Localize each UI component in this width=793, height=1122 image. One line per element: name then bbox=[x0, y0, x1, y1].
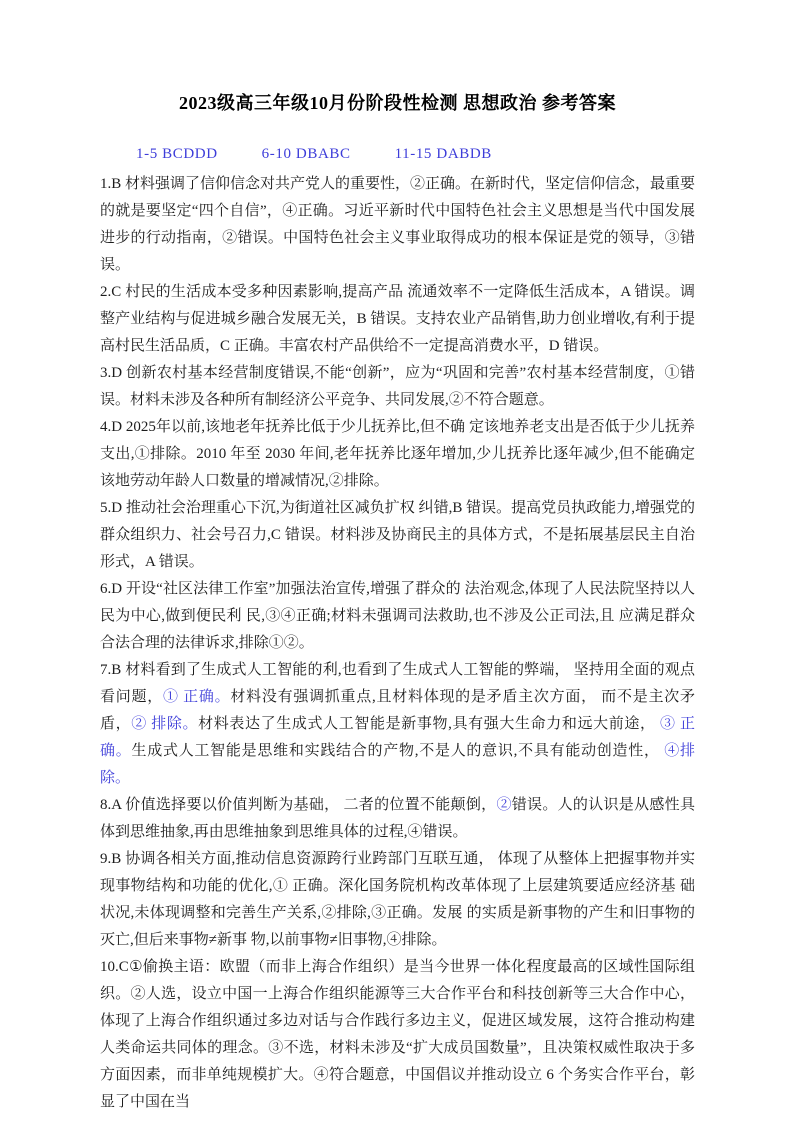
explanation-text: 5.D 推动社会治理重心下沉,为街道社区减负扩权 纠错,B 错误。提高党员执政能力,增强党的群众组织力、社会号召力,C 错误。材料涉及协商民主的具体方式，不是拓展基层民主自治形式，A 错误。 bbox=[100, 500, 695, 570]
explanation-text: 8.A 价值选择要以价值判断为基础， 二者的位置不能颠倒， bbox=[100, 797, 497, 813]
explanation-paragraph bbox=[100, 414, 695, 495]
explanation-paragraph bbox=[100, 279, 695, 360]
explanation-text: 6.D 开设“社区法律工作室”加强法治宣传,增强了群众的 法治观念,体现了人民法院坚持以人民为中心,做到便民利 民,③④正确;材料未强调司法救助,也不涉及公正司法,且 应满足群众合法合理的法律诉求,排除①②。 bbox=[100, 581, 695, 651]
highlighted-judgment-text: ① 正确。 bbox=[162, 689, 231, 705]
explanation-text: 9.B 协调各相关方面,推动信息资源跨行业跨部门互联互通， 体现了从整体上把握事物并实现事物结构和功能的优化,① 正确。深化国务院机构改革体现了上层建筑要适应经济基 础状况,未体现调整和完善生产关系,②排除,③正确。发展 的实质是新事物的产生和旧事物的灭亡,但后来事物≠新事 物,以前事物≠旧事物,④排除。 bbox=[100, 851, 695, 948]
explanations bbox=[100, 171, 695, 1116]
explanation-paragraph bbox=[100, 792, 695, 846]
page-title: 2023级高三年级10月份阶段性检测 思想政治 参考答案 bbox=[179, 93, 616, 113]
explanation-text: 10.C①偷换主语：欧盟（而非上海合作组织）是当今世界一体化程度最高的区域性国际组织。②人选，设立中国一上海合作组织能源等三大合作平台和科技创新等三大合作中心，体现了上海合作组织通过多边对话与合作践行多边主义，促进区域发展，这符合推动构建人类命运共同体的理念。③不选，材料未涉及“扩大成员国数量”，且决策权威性取决于多方面因素，而非单纯规模扩大。④符合题意，中国倡议并推动设立 6 个务实合作平台，彰显了中国在当 bbox=[100, 959, 695, 1110]
answer-key-group: 6-10 DBABC bbox=[261, 146, 351, 162]
explanation-paragraph bbox=[100, 846, 695, 954]
explanation-text: 4.D 2025年以前,该地老年抚养比低于少儿抚养比,但不确 定该地养老支出是否低于少儿抚养支出,①排除。2010 年至 2030 年间,老年抚养比逐年增加,少儿抚养比逐年减少,但不能确定该地劳动年龄人口数量的增减情况,②排除。 bbox=[100, 419, 695, 489]
explanation-paragraph bbox=[100, 576, 695, 657]
explanation-text: 材料没有强调抓重点,且材料体现的是矛盾主次方面， 而不是主次矛盾， bbox=[100, 689, 695, 732]
explanation-text: 生成式人工智能是思维和实践结合的产物,不是人的意识,不具有能动创造性， bbox=[131, 743, 665, 759]
explanation-text: 错误。人的认识是从感性具体到思维抽象,再由思维抽象到思维具体的过程,④错误。 bbox=[100, 797, 695, 840]
explanation-paragraph bbox=[100, 171, 695, 279]
explanation-text: 2.C 村民的生活成本受多种因素影响,提高产品 流通效率不一定降低生活成本，A 错误。调整产业结构与促进城乡融合发展无关，B 错误。支持农业产品销售,助力创业增收,有利于提高村民生活品质，C 正确。丰富农村产品供给不一定提高消费水平，D 错误。 bbox=[100, 284, 695, 354]
explanation-text: 材料表达了生成式人工智能是新事物,具有强大生命力和远大前途， bbox=[198, 716, 660, 732]
highlighted-judgment-text: ② bbox=[496, 797, 512, 813]
explanation-text: 1.B 材料强调了信仰信念对共产党人的重要性，②正确。在新时代，坚定信仰信念，最重要的就是要坚定“四个自信”，④正确。习近平新时代中国特色社会主义思想是当代中国发展进步的行动指南，②错误。中国特色社会主义事业取得成功的根本保证是党的领导，③错误。 bbox=[100, 176, 696, 273]
answer-key-group: 11-15 DABDB bbox=[394, 146, 492, 162]
answer-key-group: 1-5 BCDDD bbox=[136, 146, 218, 162]
explanation-paragraph bbox=[100, 954, 695, 1116]
explanation-paragraph bbox=[100, 360, 695, 414]
answer-key-line bbox=[100, 146, 695, 163]
highlighted-judgment-text: ② 排除。 bbox=[131, 716, 199, 732]
explanation-paragraph bbox=[100, 495, 695, 576]
highlighted-judgment-text: ③ 正确。 bbox=[100, 716, 695, 759]
explanation-text: 3.D 创新农村基本经营制度错误,不能“创新”，应为“巩固和完善”农村基本经营制度，①错误。材料未涉及各种所有制经济公平竞争、共同发展,②不符合题意。 bbox=[100, 365, 695, 408]
highlighted-judgment-text: ④排除。 bbox=[100, 743, 695, 786]
explanation-paragraph bbox=[100, 657, 695, 792]
explanation-text: 7.B 材料看到了生成式人工智能的利,也看到了生成式人工智能的弊端， 坚持用全面的观点看问题， bbox=[100, 662, 695, 705]
